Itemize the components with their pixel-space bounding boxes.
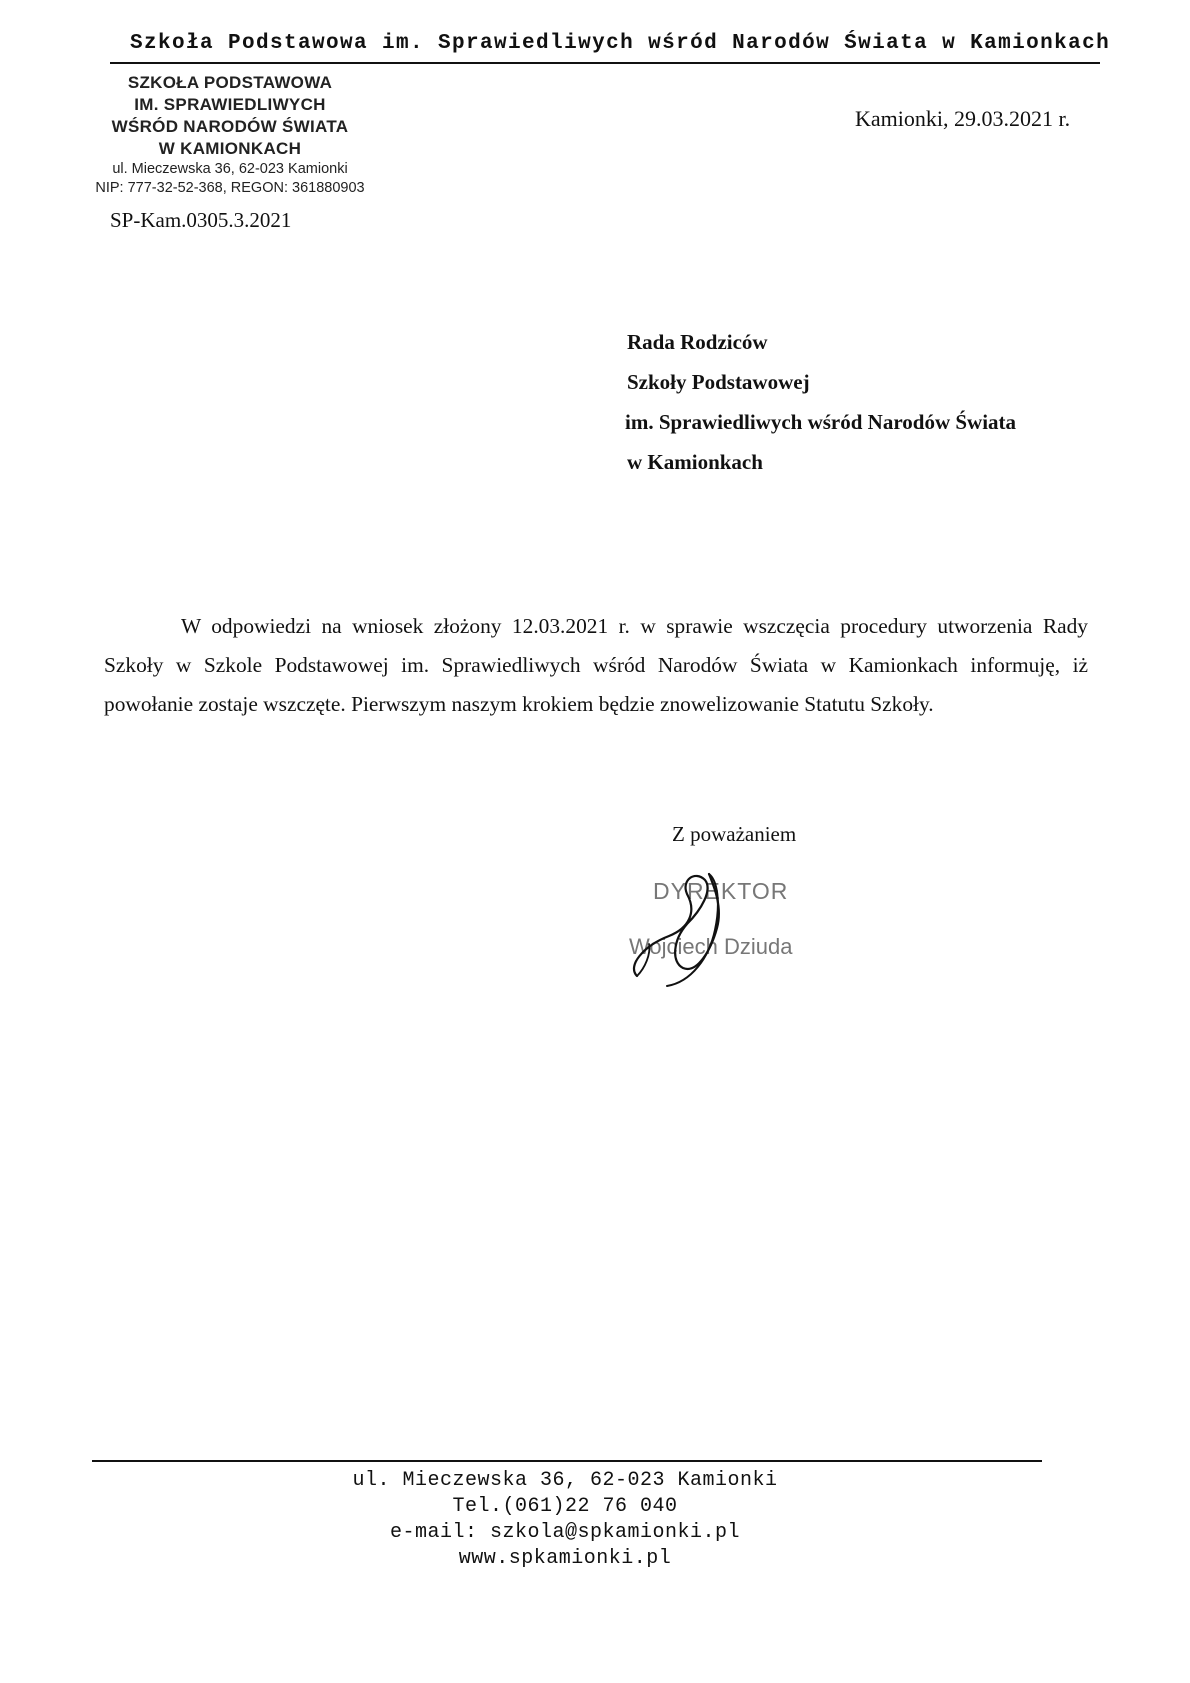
reference-number: SP-Kam.0305.3.2021 (110, 208, 292, 232)
school-stamp (60, 72, 400, 198)
recipient-line-3: im. Sprawiedliwych wśród Narodów Świata (625, 410, 1017, 434)
letterhead-divider (110, 62, 1100, 64)
stamp-line-1: SZKOŁA PODSTAWOWA (127, 73, 333, 92)
director-name: Wojciech Dziuda (629, 934, 793, 959)
letterhead (110, 20, 1111, 62)
recipient-line-1: Rada Rodziców (627, 330, 768, 354)
stamp-line-3: WŚRÓD NARODÓW ŚWIATA (111, 117, 349, 136)
footer-website: www.spkamionki.pl (458, 1547, 672, 1570)
letterhead-school-name: Szkoła Podstawowa im. Sprawiedliwych wśród Narodów Świata w Kamionkach (130, 32, 1111, 55)
footer-address: ul. Mieczewska 36, 62-023 Kamionki (352, 1469, 778, 1492)
footer-divider (92, 1460, 1042, 1462)
letter-date: Kamionki, 29.03.2021 r. (855, 106, 1071, 131)
footer-phone: Tel.(061)22 76 040 (452, 1495, 678, 1518)
stamp-line-2: IM. SPRAWIEDLIWYCH (134, 95, 326, 114)
director-title: DYREKTOR (653, 878, 789, 904)
handwritten-signature (625, 850, 825, 1000)
recipient-line-4: w Kamionkach (627, 450, 763, 474)
stamp-ids: NIP: 777-32-52-368, REGON: 361880903 (95, 180, 365, 196)
closing-salutation: Z poważaniem (672, 822, 797, 846)
stamp-address: ul. Mieczewska 36, 62-023 Kamionki (112, 161, 348, 177)
footer (0, 1468, 1130, 1572)
recipient-block (627, 322, 1016, 482)
stamp-line-4: W KAMIONKACH (158, 139, 302, 158)
recipient-line-2: Szkoły Podstawowej (627, 370, 810, 394)
footer-email: e-mail: szkola@spkamionki.pl (389, 1521, 741, 1544)
letter-body: W odpowiedzi na wniosek złożony 12.03.2021 r. w sprawie wszczęcia procedury utworzenia Rady Szkoły w Szkole Podstawowej im. Sprawiedliwych wśród Narodów Świata w Kamionkach informuję, iż powołanie zostaje wszczęte. Pierwszym naszym krokiem będzie znowelizowanie Statutu Szkoły. (104, 614, 1088, 716)
